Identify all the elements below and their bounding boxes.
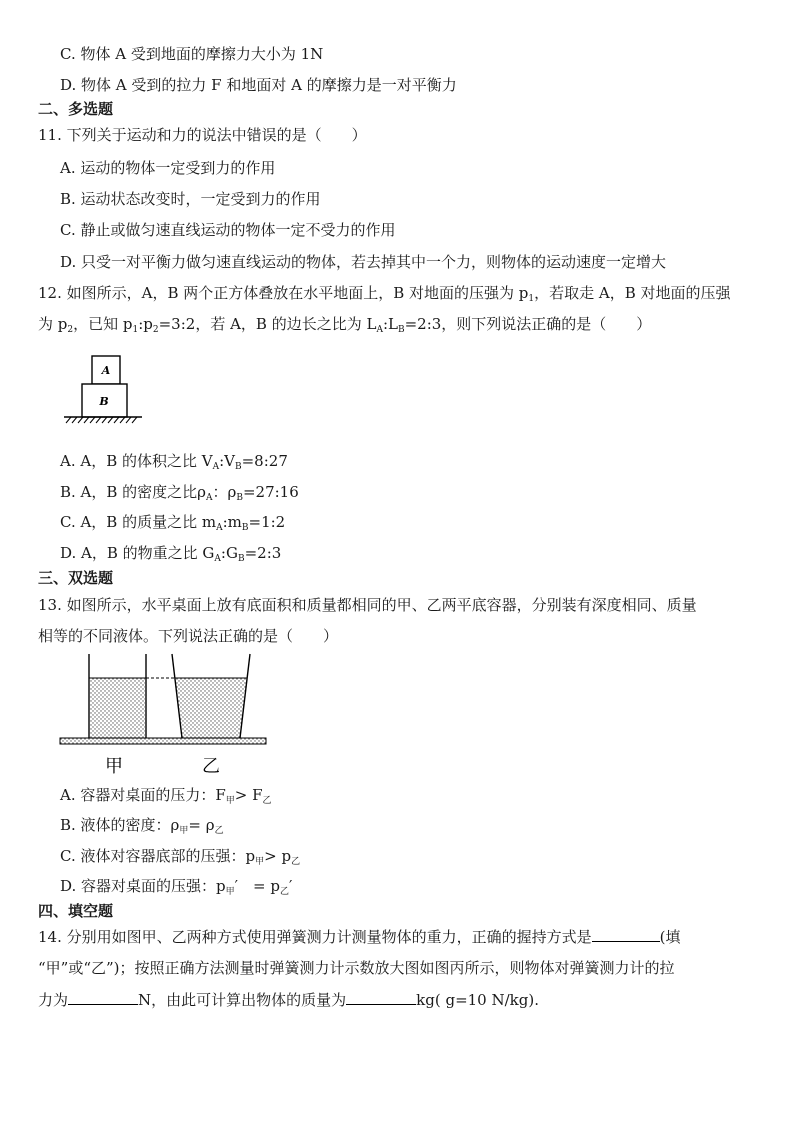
table-top bbox=[60, 738, 266, 744]
ground-hatching bbox=[66, 417, 137, 423]
q12-stacked-cubes-figure bbox=[60, 352, 150, 432]
q11-option-d: D. 只受一对平衡力做匀速直线运动的物体，若去掉其中一个力，则物体的运动速度一定增大 bbox=[60, 253, 667, 271]
q12-stem-line2: 为 $p_2$，已知 $p_1:p_2=3:2$，若 A，B 的边长之比为 $L_A:L_B=2:3$，则下列说法正确的是（ ） bbox=[38, 315, 652, 335]
q13-option-a: A. 容器对桌面的压力：$F_甲> F_乙$ bbox=[60, 786, 272, 806]
q13-option-d: D. 容器对桌面的压强：$p_甲'$ = $p_乙'$ bbox=[60, 877, 293, 897]
container-yi-label: 乙 bbox=[202, 756, 220, 777]
q14-blank-mass[interactable] bbox=[346, 990, 416, 1005]
q13-option-b: B. 液体的密度：$\rho_甲= \rho_乙$ bbox=[60, 816, 224, 836]
q12-option-a: A. A，B 的体积之比 $V_A:V_B=8:27$ bbox=[60, 452, 288, 472]
section-title-multiple-choice: 二、多选题 bbox=[38, 100, 114, 118]
cube-a-label: A bbox=[101, 364, 111, 377]
q12-option-b: B. A，B 的密度之比$\rho_A$：$\rho_B=27:16$ bbox=[60, 483, 299, 503]
container-jia-liquid bbox=[90, 678, 145, 738]
q13-option-c: C. 液体对容器底部的压强：$p_甲> p_乙$ bbox=[60, 847, 301, 867]
q11-stem: 11. 下列关于运动和力的说法中错误的是（ ） bbox=[38, 126, 367, 144]
section-title-double-choice: 三、双选题 bbox=[38, 569, 114, 587]
q11-option-a: A. 运动的物体一定受到力的作用 bbox=[60, 159, 276, 177]
q14-line1: 14. 分别用如图甲、乙两种方式使用弹簧测力计测量物体的重力，正确的握持方式是 (填 bbox=[38, 928, 681, 946]
section-title-fill-in: 四、填空题 bbox=[38, 902, 114, 920]
q14-line3: 力为 N，由此可计算出物体的质量为 kg( g=10 N/kg). bbox=[38, 991, 539, 1009]
q14-blank-holding-method[interactable] bbox=[592, 927, 660, 942]
cube-b-label: B bbox=[99, 395, 109, 408]
q12-option-d: D. A，B 的物重之比 $G_A:G_B=2:3$ bbox=[60, 544, 282, 564]
q13-stem-line2: 相等的不同液体。下列说法正确的是（ ） bbox=[38, 627, 339, 645]
q10-option-d: D. 物体 A 受到的拉力 F 和地面对 A 的摩擦力是一对平衡力 bbox=[60, 76, 457, 94]
container-jia-label: 甲 bbox=[105, 756, 123, 777]
q13-containers-figure bbox=[58, 652, 270, 778]
container-yi-liquid bbox=[175, 678, 247, 738]
q14-blank-force[interactable] bbox=[68, 990, 138, 1005]
q13-stem-line1: 13. 如图所示，水平桌面上放有底面积和质量都相同的甲、乙两平底容器，分别装有深度相同、质量 bbox=[38, 596, 697, 614]
q14-line2: “甲”或“乙”)；按照正确方法测量时弹簧测力计示数放大图如图丙所示，则物体对弹簧测力计的拉 bbox=[38, 959, 675, 977]
q11-option-c: C. 静止或做匀速直线运动的物体一定不受力的作用 bbox=[60, 221, 396, 239]
q11-option-b: B. 运动状态改变时，一定受到力的作用 bbox=[60, 190, 321, 208]
q10-option-c: C. 物体 A 受到地面的摩擦力大小为 1N bbox=[60, 45, 324, 63]
q12-option-c: C. A，B 的质量之比 $m_A:m_B=1:2$ bbox=[60, 513, 286, 533]
q12-stem-line1: 12. 如图所示，A，B 两个正方体叠放在水平地面上，B 对地面的压强为 $p_1$，若取走 A，B 对地面的压强 bbox=[38, 284, 731, 304]
